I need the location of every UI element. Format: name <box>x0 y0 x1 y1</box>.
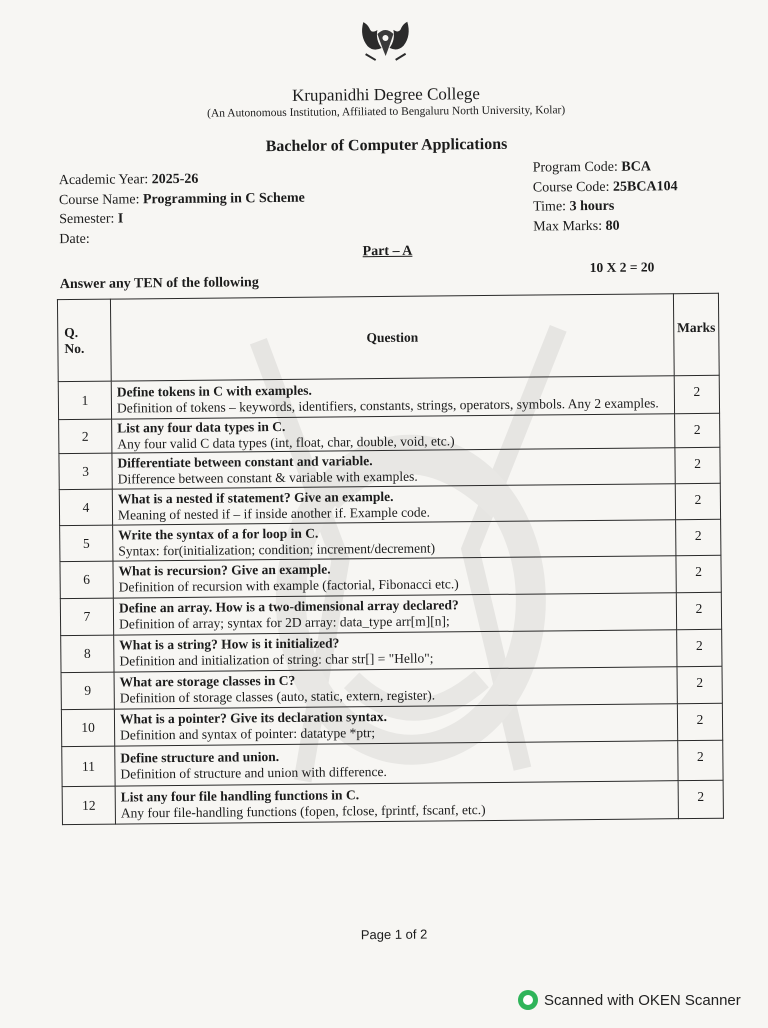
program-title: Bachelor of Computer Applications <box>265 135 508 156</box>
question-cell <box>114 667 677 709</box>
question-title: What are storage classes in C? <box>119 672 296 690</box>
question-table <box>57 293 724 825</box>
question-answer-hint: Definition and initialization of string: char str[] = "Hello"; <box>119 650 434 669</box>
question-answer-hint: Any four file-handling functions (fopen, fclose, fprintf, fscanf, etc.) <box>120 801 486 821</box>
question-answer-hint: Definition of storage classes (auto, static, extern, register). <box>119 687 436 706</box>
question-cell <box>112 414 675 453</box>
question-marks: 2 <box>677 629 722 666</box>
table-row <box>60 555 721 598</box>
table-row <box>60 592 721 635</box>
question-number: 10 <box>61 709 114 747</box>
question-number: 8 <box>61 635 114 673</box>
college-emblem-icon <box>355 16 415 65</box>
table-row <box>62 740 723 786</box>
question-marks: 2 <box>675 447 720 483</box>
table-row <box>61 666 722 709</box>
meta-semester: Semester: I <box>59 211 124 228</box>
table-row <box>61 703 722 746</box>
meta-course-code: Course Code: 25BCA104 <box>532 178 678 196</box>
question-number: 7 <box>60 598 113 636</box>
meta-time: Time: 3 hours <box>533 198 615 215</box>
question-marks: 2 <box>676 519 721 555</box>
question-title: List any four data types in C. <box>117 418 286 436</box>
scanner-label: Scanned with OKEN Scanner <box>544 991 741 1009</box>
question-marks: 2 <box>676 592 721 629</box>
scanner-watermark <box>518 990 741 1010</box>
question-title: Define structure and union. <box>120 748 280 766</box>
table-row <box>62 780 723 824</box>
header-marks: Marks <box>673 293 719 375</box>
question-answer-hint: Definition of tokens – keywords, identifiers, constants, strings, operators, symbols. Any 2 examples. <box>116 394 659 416</box>
meta-program-code: Program Code: BCA <box>532 159 651 176</box>
question-marks: 2 <box>678 740 723 780</box>
question-cell <box>114 704 677 746</box>
question-marks: 2 <box>677 666 722 703</box>
page-number: Page 1 of 2 <box>360 926 428 943</box>
question-cell <box>112 484 675 525</box>
question-answer-hint: Definition and syntax of pointer: datatype *ptr; <box>120 725 376 743</box>
question-title: What is a nested if statement? Give an example. <box>117 488 394 507</box>
question-number: 6 <box>60 561 113 599</box>
college-affiliation: (An Autonomous Institution, Affiliated to Bengaluru North University, Kolar) <box>207 104 566 120</box>
question-cell <box>115 781 678 824</box>
question-marks: 2 <box>674 375 719 413</box>
question-rows <box>58 375 723 824</box>
question-number: 11 <box>62 746 115 787</box>
scanner-logo-icon <box>518 990 538 1010</box>
question-title: Write the syntax of a for loop in C. <box>118 525 319 543</box>
header-qno: Q. No. <box>57 299 111 382</box>
question-cell <box>113 556 676 598</box>
exam-meta-right <box>533 157 678 236</box>
question-answer-hint: Any four valid C data types (int, float, char, double, void, etc.) <box>117 432 455 452</box>
question-number: 12 <box>62 786 115 825</box>
question-title: Differentiate between constant and variable. <box>117 452 373 471</box>
header-question: Question <box>110 294 674 381</box>
exam-meta-left <box>59 169 306 249</box>
question-number: 4 <box>59 489 112 526</box>
question-title: List any four file handling functions in C. <box>120 786 360 805</box>
meta-course-name: Course Name: Programming in C Scheme <box>58 190 305 208</box>
question-marks: 2 <box>676 555 721 592</box>
question-marks: 2 <box>675 413 720 447</box>
question-title: What is recursion? Give an example. <box>118 561 331 579</box>
question-marks: 2 <box>678 780 723 818</box>
table-header-row <box>57 293 719 381</box>
question-answer-hint: Difference between constant & variable with examples. <box>117 468 418 487</box>
question-answer-hint: Definition of recursion with example (factorial, Fibonacci etc.) <box>118 576 459 595</box>
question-number: 1 <box>58 381 111 420</box>
question-marks: 2 <box>675 483 720 519</box>
question-title: What is a string? How is it initialized? <box>119 635 340 653</box>
question-number: 2 <box>59 419 112 454</box>
question-title: Define tokens in C with examples. <box>116 382 312 400</box>
table-row <box>58 375 719 419</box>
question-title: Define an array. How is a two-dimensional array declared? <box>118 597 459 616</box>
college-name: Krupanidhi Degree College <box>291 84 481 105</box>
question-answer-hint: Definition of structure and union with difference. <box>120 763 387 782</box>
question-answer-hint: Meaning of nested if – if inside another if. Example code. <box>117 504 430 523</box>
part-heading: Part – A <box>362 243 413 260</box>
question-cell <box>113 593 676 635</box>
question-cell <box>114 630 677 672</box>
marks-formula: 10 X 2 = 20 <box>589 259 655 276</box>
question-cell <box>112 448 675 489</box>
question-cell <box>113 520 676 561</box>
question-cell <box>115 741 678 786</box>
question-number: 3 <box>59 453 112 490</box>
question-answer-hint: Definition of array; syntax for 2D array: data_type arr[m][n]; <box>118 613 450 632</box>
question-cell <box>111 376 674 419</box>
question-number: 5 <box>60 525 113 562</box>
meta-academic-year: Academic Year: 2025-26 <box>58 171 199 189</box>
table-row <box>61 629 722 672</box>
question-answer-hint: Syntax: for(initialization; condition; increment/decrement) <box>118 540 436 559</box>
meta-max-marks: Max Marks: 80 <box>533 218 620 235</box>
question-title: What is a pointer? Give its declaration syntax. <box>119 708 388 727</box>
question-number: 9 <box>61 672 114 710</box>
meta-date: Date: <box>59 231 90 247</box>
instruction-text: Answer any TEN of the following <box>59 275 259 293</box>
question-marks: 2 <box>677 703 722 740</box>
